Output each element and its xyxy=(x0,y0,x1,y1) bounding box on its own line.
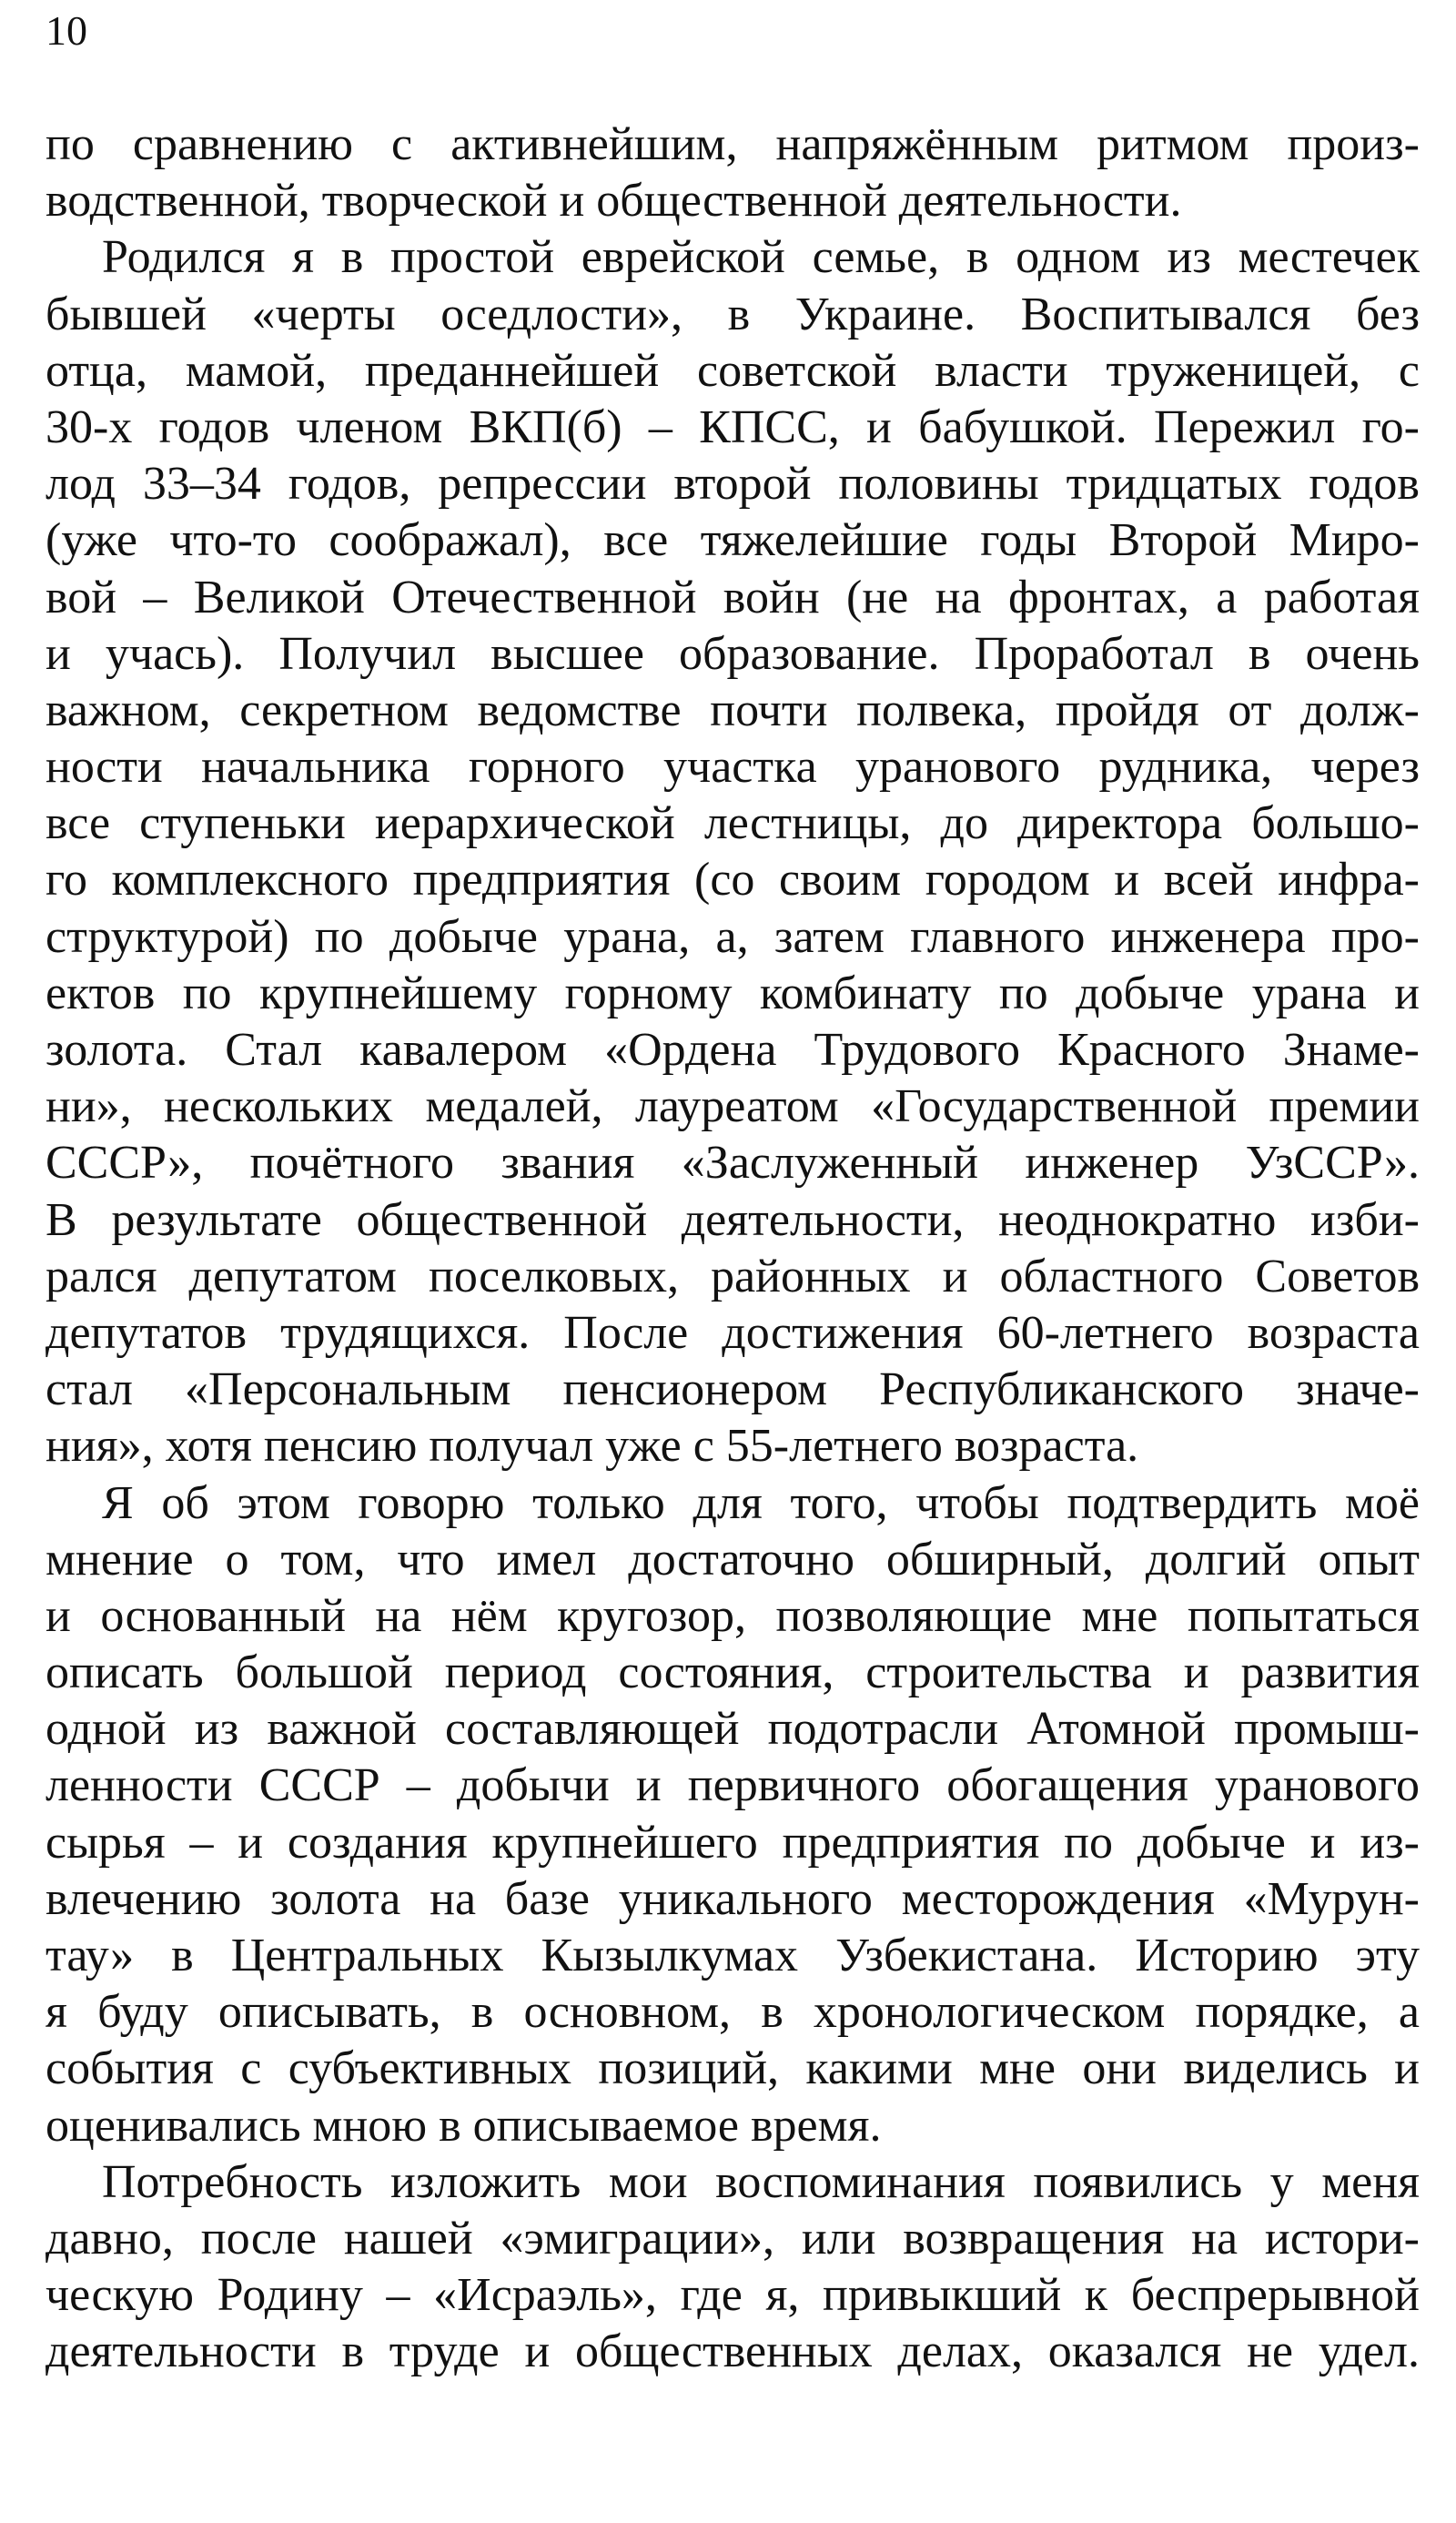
text-line: 30-х годов членом ВКП(б) – КПСС, и бабушкой. Пережил го- xyxy=(46,400,1420,453)
text-line: лод 33–34 годов, репрессии второй половины тридцатых годов xyxy=(46,458,1420,511)
text-line: ленности СССР – добычи и первичного обогащения уранового xyxy=(46,1759,1420,1812)
text-line: по сравнению с активнейшим, напряжённым ритмом произ- xyxy=(46,118,1420,170)
text-line: я буду описывать, в основном, в хронологическом порядке, а xyxy=(46,1986,1420,2039)
text-line: оценивались мною в описываемое время. xyxy=(46,2099,882,2152)
text-line: СССР», почётного звания «Заслуженный инженер УзССР». xyxy=(46,1137,1420,1190)
text-line: одной из важной составляющей подотрасли Атомной промыш- xyxy=(46,1703,1420,1756)
text-line: Я об этом говорю только для того, чтобы подтвердить моё xyxy=(102,1476,1420,1529)
text-line: Потребность изложить мои воспоминания появились у меня xyxy=(102,2155,1420,2208)
text-line: водственной, творческой и общественной деятельности. xyxy=(46,175,1182,228)
text-line: ности начальника горного участка уранового рудника, через xyxy=(46,741,1420,794)
text-line: Родился я в простой еврейской семье, в одном из местечек xyxy=(102,231,1420,284)
text-line: события с субъективных позиций, какими мне они виделись и xyxy=(46,2042,1420,2095)
text-line: структурой) по добыче урана, а, затем главного инженера про- xyxy=(46,910,1420,963)
text-line: отца, мамой, преданнейшей советской власти труженицей, с xyxy=(46,344,1420,397)
text-line: и учась). Получил высшее образование. Проработал в очень xyxy=(46,627,1420,680)
page-number: 10 xyxy=(46,7,87,54)
text-line: тау» в Центральных Кызылкумах Узбекистана. Историю эту xyxy=(46,1930,1420,1981)
text-line: мнение о том, что имел достаточно обширный, долгий опыт xyxy=(46,1533,1420,1586)
text-line: ческую Родину – «Исраэль», где я, привыкший к беспрерывной xyxy=(46,2269,1420,2322)
text-line: (уже что-то соображал), все тяжелейшие годы Второй Миро- xyxy=(46,514,1420,567)
text-line: деятельности в труде и общественных делах, оказался не удел. xyxy=(46,2325,1420,2378)
text-line: влечению золота на базе уникального месторождения «Мурун- xyxy=(46,1872,1420,1925)
text-line: давно, после нашей «эмиграции», или возвращения на истори- xyxy=(46,2212,1420,2265)
text-line: В результате общественной деятельности, неоднократно изби- xyxy=(46,1193,1420,1246)
text-line: ния», хотя пенсию получал уже с 55-летнего возраста. xyxy=(46,1420,1139,1473)
text-line: вой – Великой Отечественной войн (не на фронтах, а работая xyxy=(46,571,1420,623)
text-line: ектов по крупнейшему горному комбинату по добыче урана и xyxy=(46,967,1420,1019)
text-body xyxy=(46,117,1420,2381)
text-line: го комплексного предприятия (со своим городом и всей инфра- xyxy=(46,854,1420,907)
text-line: и основанный на нём кругозор, позволяющие мне попытаться xyxy=(46,1589,1420,1642)
text-line: стал «Персональным пенсионером Республиканского значе- xyxy=(46,1363,1420,1416)
text-line: рался депутатом поселковых, районных и областного Советов xyxy=(46,1250,1420,1302)
text-line: сырья – и создания крупнейшего предприятия по добыче и из- xyxy=(46,1816,1420,1869)
text-line: золота. Стал кавалером «Ордена Трудового Красного Знаме- xyxy=(46,1024,1420,1076)
text-line: депутатов трудящихся. После достижения 60-летнего возраста xyxy=(46,1306,1420,1359)
text-line: ни», нескольких медалей, лауреатом «Государственной премии xyxy=(46,1080,1420,1133)
text-line: все ступеньки иерархической лестницы, до директора большо- xyxy=(46,797,1420,850)
text-line: важном, секретном ведомстве почти полвека, пройдя от долж- xyxy=(46,684,1420,736)
text-line: бывшей «черты оседлости», в Украине. Воспитывался без xyxy=(46,288,1420,340)
text-line: описать большой период состояния, строительства и развития xyxy=(46,1647,1420,1699)
